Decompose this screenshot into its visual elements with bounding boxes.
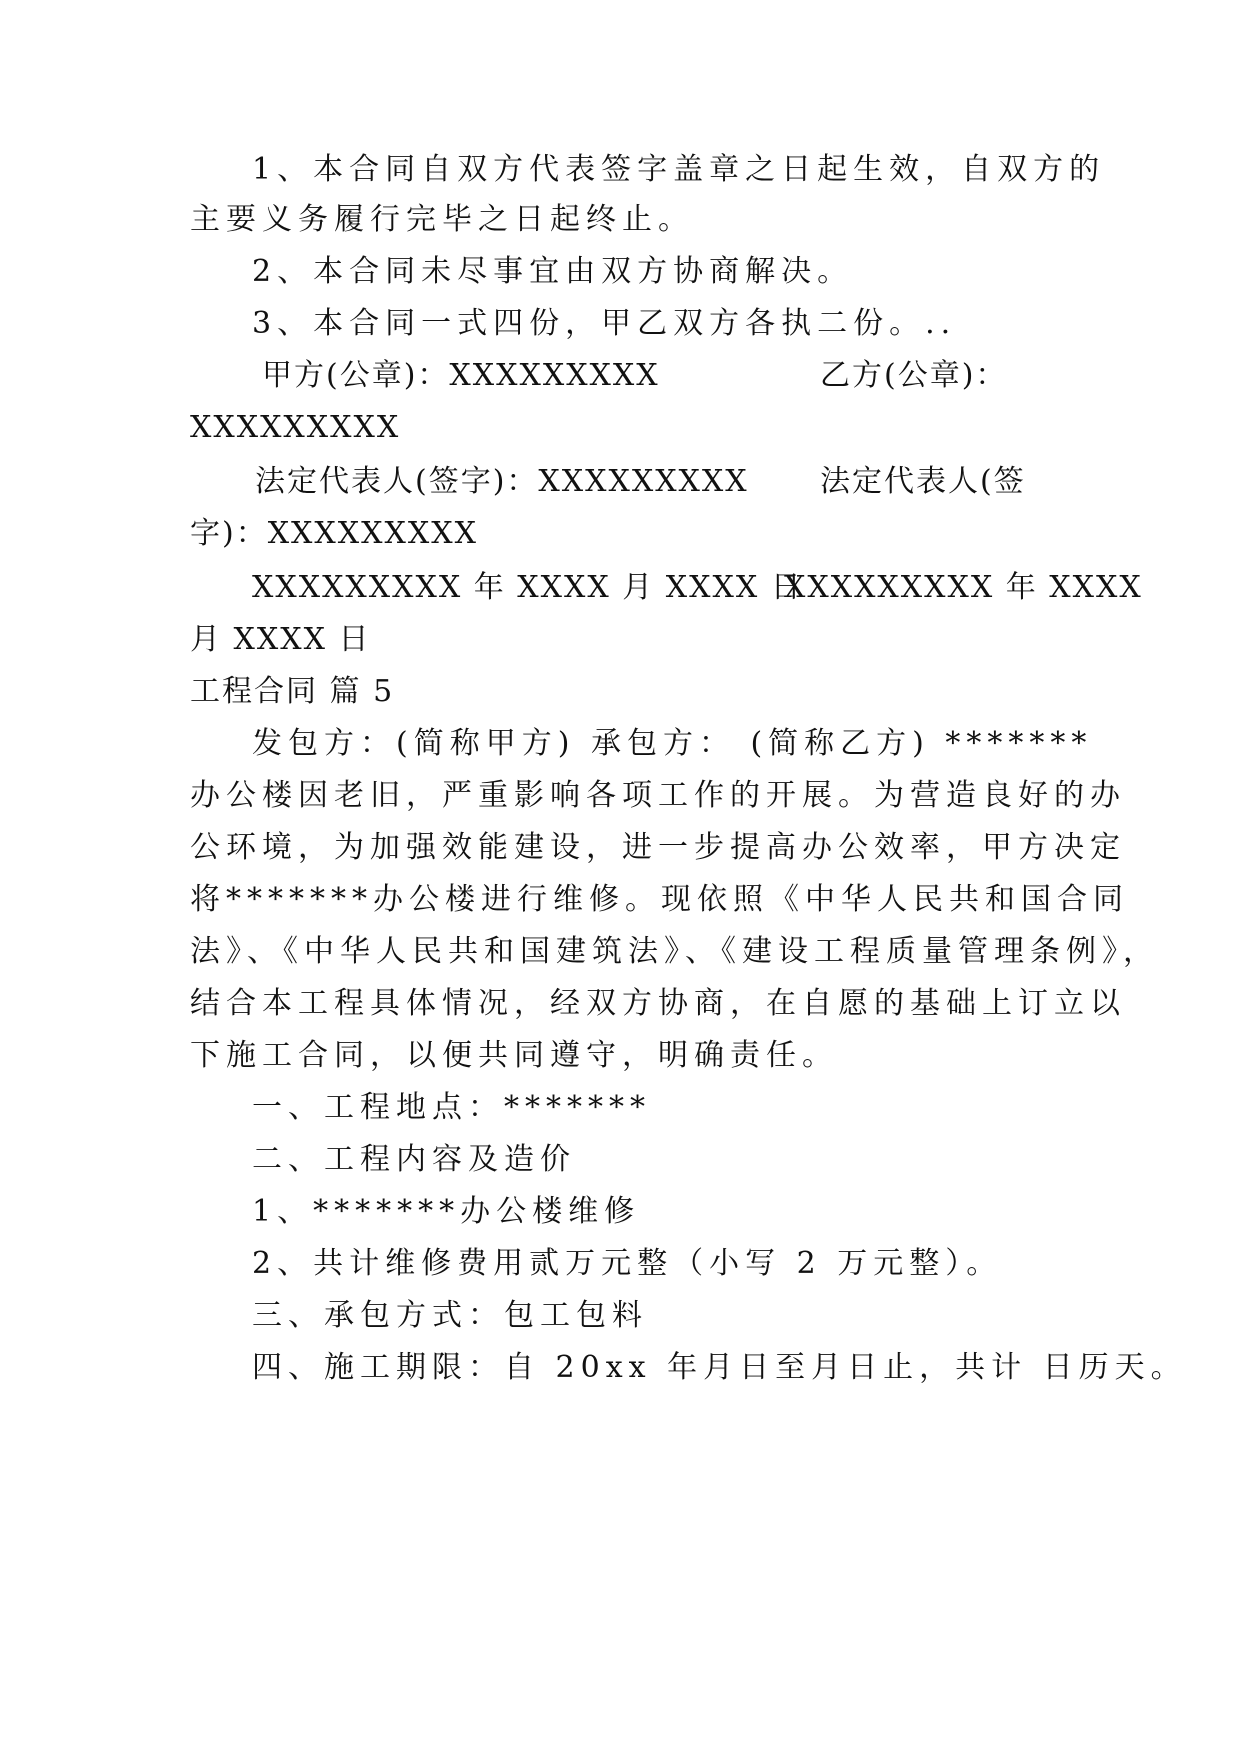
party-a-seal: 甲方(公章)：XXXXXXXXX <box>262 358 660 393</box>
intro-line-4: 将*******办公楼进行维修。现依照《中华人民共和国合同 <box>190 882 1129 917</box>
item-1-location: 一、工程地点：******* <box>252 1090 651 1125</box>
clause-1-line-1: 1、本合同自双方代表签字盖章之日起生效，自双方的 <box>252 152 1106 187</box>
party-b-seal-value: XXXXXXXXX <box>190 410 401 445</box>
item-2-content-and-price: 二、工程内容及造价 <box>252 1142 576 1177</box>
intro-line-7: 下施工合同，以便共同遵守，明确责任。 <box>190 1038 838 1073</box>
intro-line-6: 结合本工程具体情况，经双方协商，在自愿的基础上订立以 <box>190 986 1126 1021</box>
item-2-sub-2: 2、共计维修费用贰万元整（小写 2 万元整）。 <box>252 1246 1003 1281</box>
date-party-a: XXXXXXXXX 年 XXXX 月 XXXX 日 <box>252 570 803 605</box>
representative-b-part-2: 字)：XXXXXXXXX <box>190 516 478 551</box>
item-3-contract-method: 三、承包方式：包工包料 <box>252 1298 648 1333</box>
party-b-seal: 乙方(公章)： <box>820 358 1008 393</box>
intro-line-5: 法》、《中华人民共和国建筑法》、《建设工程质量管理条例》， <box>190 934 1159 969</box>
intro-line-1: 发包方：(简称甲方) 承包方： (简称乙方) ******* <box>252 726 1093 761</box>
representative-a: 法定代表人(签字)：XXXXXXXXX <box>255 464 749 499</box>
representative-b-part-1: 法定代表人(签 <box>820 464 1026 499</box>
item-2-sub-1: 1、*******办公楼维修 <box>252 1194 641 1229</box>
intro-line-3: 公环境，为加强效能建设，进一步提高办公效率，甲方决定 <box>190 830 1126 865</box>
clause-3: 3、本合同一式四份，甲乙双方各执二份。.. <box>252 306 957 341</box>
intro-line-2: 办公楼因老旧，严重影响各项工作的开展。为营造良好的办 <box>190 778 1126 813</box>
date-party-b-part-2: 月 XXXX 日 <box>190 622 371 657</box>
section-title: 工程合同 篇 5 <box>190 674 395 709</box>
clause-2: 2、本合同未尽事宜由双方协商解决。 <box>252 254 854 289</box>
date-party-b-part-1: XXXXXXXXX 年 XXXX <box>784 570 1143 605</box>
item-4-construction-period: 四、施工期限：自 20xx 年月日至月日止，共计 日历天。 <box>252 1350 1187 1385</box>
clause-1-line-2: 主要义务履行完毕之日起终止。 <box>190 202 694 237</box>
